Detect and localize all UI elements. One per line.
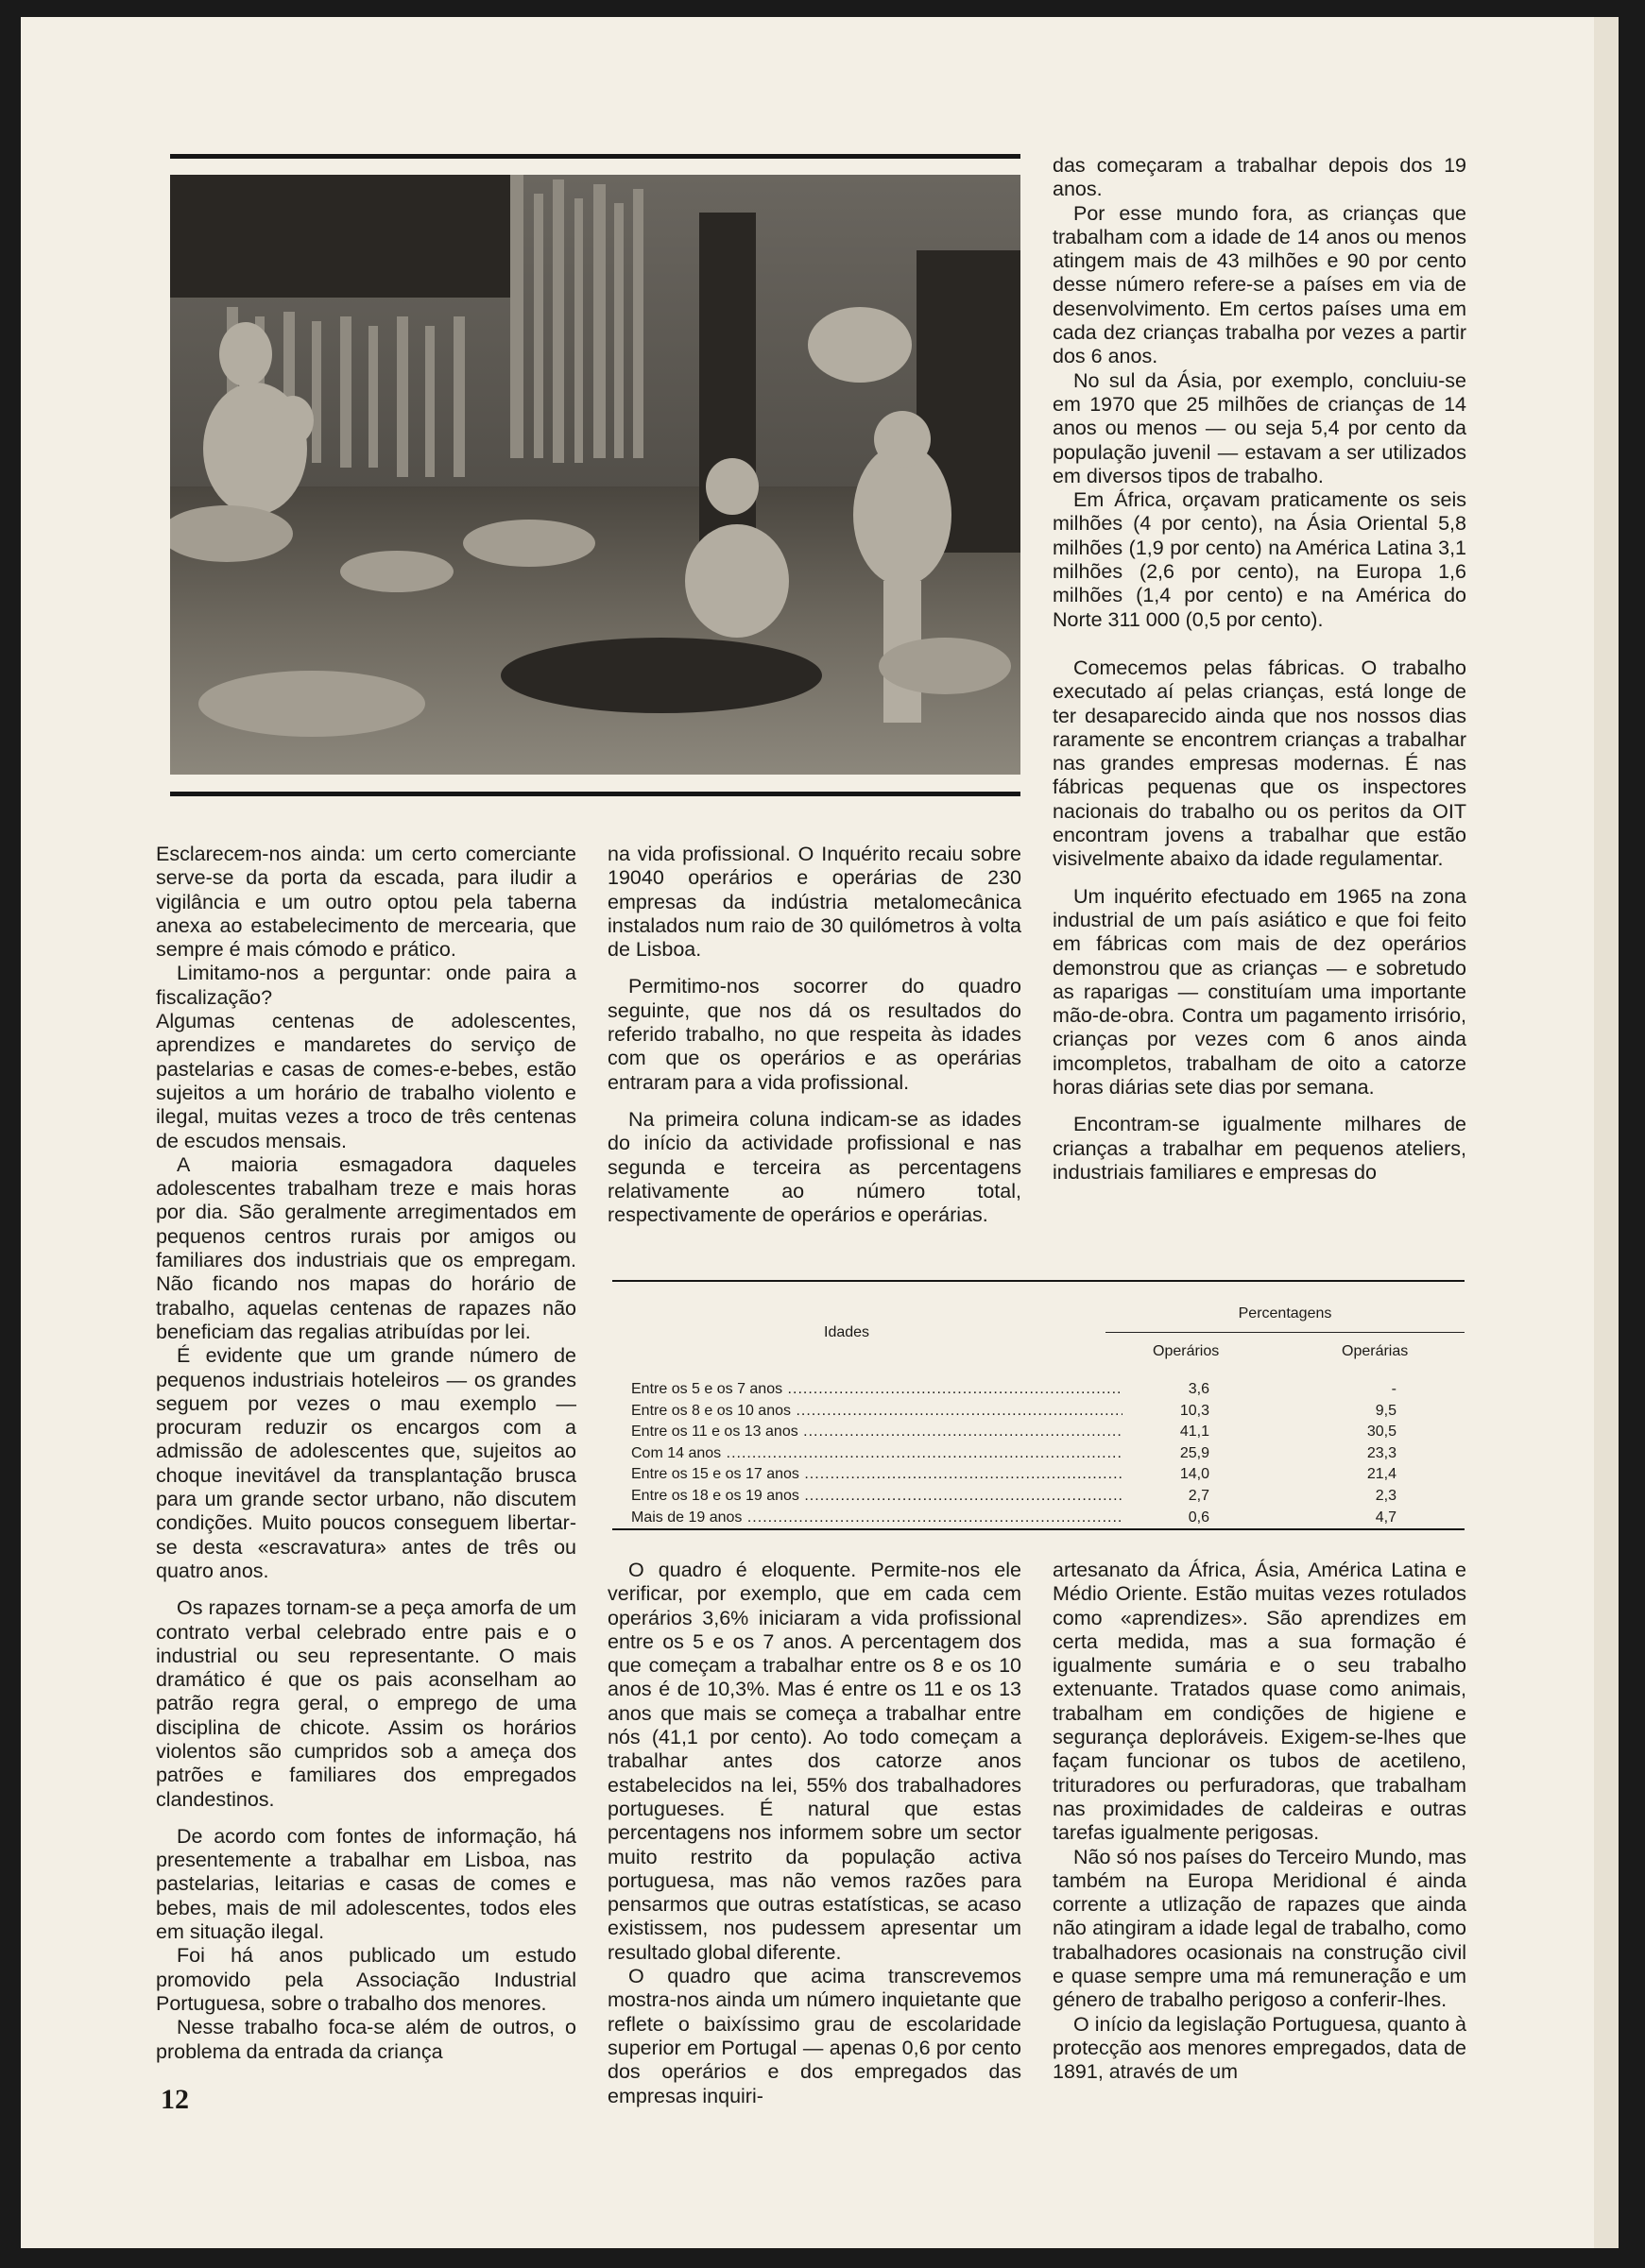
column-left <box>156 843 576 2064</box>
column-right-top <box>1053 154 1466 1185</box>
paragraph: Permitimo-nos socorrer do quadro seguinte, que nos dá os resultados do referido trabalho, no que respeita às idades com que os operários e as operárias entraram para a vida profissional. <box>608 975 1021 1094</box>
paragraph: Em África, orçavam praticamente os seis milhões (4 por cento), na Ásia Oriental 5,8 milhões (1,9 por cento) na América Latina 3,1 milhões (2,6 por cento), na Europa 1,6 milhões (1,4 por cento) e na América do Norte 311 000 (0,5 por cento). <box>1053 488 1466 631</box>
table-row <box>631 1464 1465 1486</box>
paragraph: Esclarecem-nos ainda: um certo comerciante serve-se da porta da escada, para iludir a vigilância e um outro optou pela taberna anexa ao estabelecimento de mercearia, que sempre é mais cómodo e prático. <box>156 843 576 962</box>
paragraph: Por esse mundo fora, as crianças que trabalham com a idade de 14 anos ou menos atingem mais de 43 milhões e 90 por cento desse número refere-se a países em via de desenvolvimento. Em certos países uma em cada dez crianças trabalha por vezes a partir dos 6 anos. <box>1053 201 1466 368</box>
table-row <box>631 1443 1465 1465</box>
paragraph: artesanato da África, Ásia, América Latina e Médio Oriente. Estão muitas vezes rotulados como «aprendizes». São aprendizes em certa medida, mas a sua formação é igualmente sumária e o seu trabalho extenuante. Tratados quase como animais, trabalham em condições de higiene e segurança deploráveis. Exigem-se-lhes que façam funcionar os tubos de acetileno, trituradores ou perfuradoras, que trabalham nas proximidades de caldeiras e outras tarefas igualmente perigosas. <box>1053 1559 1466 1845</box>
value-operarios: 3,6 <box>1188 1381 1209 1397</box>
value-operarios: 2,7 <box>1188 1487 1209 1504</box>
paragraph: Na primeira coluna indicam-se as idades do início da actividade profissional e nas segunda e terceira as percentagens relativamente ao número total, respectivamente de operários e operárias. <box>608 1107 1021 1227</box>
table-header-operarias: Operárias <box>1342 1343 1409 1359</box>
value-operarias: 30,5 <box>1366 1424 1397 1441</box>
value-operarios: 41,1 <box>1179 1424 1209 1441</box>
column-middle-bottom <box>608 1559 1021 2108</box>
age-label: Mais de 19 anos ..... <box>631 1508 1122 1529</box>
value-operarias: 21,4 <box>1366 1466 1397 1483</box>
table-row <box>631 1422 1465 1443</box>
column-middle-top <box>608 843 1021 1227</box>
value-operarios: 25,9 <box>1179 1444 1209 1461</box>
photo-bottom-rule <box>170 792 1020 796</box>
adjacent-page-edge <box>1594 17 1619 2248</box>
paragraph: Um inquérito efectuado em 1965 na zona industrial de um país asiático e que foi feito em fábricas com mais de dez operários demonstrou que as crianças — e sobretudo as raparigas — constituíam uma importante mão-de-obra. Contra um pagamento irrisório, crianças por vezes com 6 anos ainda imcompletos, trabalham de oito a catorze horas diárias sete dias por semana. <box>1053 884 1466 1099</box>
table-header-divider <box>1105 1332 1465 1333</box>
photo-children-shantytown <box>170 175 1020 775</box>
table-header-percentages: Percentagens <box>1238 1305 1332 1322</box>
column-right-bottom <box>1053 1559 1466 2085</box>
paragraph: O quadro é eloquente. Permite-nos ele verificar, por exemplo, que em cada cem operários 3,6% iniciaram a vida profissional entre os 5 e os 7 anos. A percentagem dos que começam a trabalhar entre os 8 e os 10 anos é de 10,3%. Mas é entre os 11 e os 13 anos que mais se começa a trabalhar entre nós (41,1 por cento). Ao todo começam a trabalhar antes dos catorze anos estabelecidos na lei, 55% dos trabalhadores portugueses. É natural que estas percentagens nos informem sobre um sector muito restrito da população activa portuguesa, mas não vemos razões para pensarmos que outras estatísticas, se acaso existissem, nos pudessem apresentar um resultado global diferente. <box>608 1559 1021 1964</box>
paragraph: Foi há anos publicado um estudo promovido pela Associação Industrial Portuguesa, sobre o trabalho dos menores. <box>156 1944 576 2015</box>
value-operarios: 14,0 <box>1179 1466 1209 1483</box>
paragraph: O quadro que acima transcrevemos mostra-nos ainda um número inquietante que reflete o baixíssimo grau de escolaridade superior em Portugal — apenas 0,6 por cento dos operários e dos empregados das empresas inquiri- <box>608 1965 1021 2107</box>
value-operarias: 23,3 <box>1366 1444 1397 1461</box>
page-number: 12 <box>161 2084 189 2115</box>
paragraph: das começaram a trabalhar depois dos 19 anos. <box>1053 154 1466 201</box>
table-top-rule <box>612 1280 1465 1282</box>
paragraph: De acordo com fontes de informação, há presentemente a trabalhar em Lisboa, nas pastelarias, leitarias e casas de comes e bebes, mais de mil adolescentes, todos eles em situação ilegal. <box>156 1824 576 1944</box>
age-label: Entre os 5 e os 7 anos ..... <box>631 1379 1122 1401</box>
table-body <box>631 1379 1465 1528</box>
paragraph: na vida profissional. O Inquérito recaiu sobre 19040 operários e operárias de 230 empresas da indústria metalomecânica instalados num raio de 30 quilómetros à volta de Lisboa. <box>608 843 1021 962</box>
table-header-ages: Idades <box>824 1324 870 1340</box>
paragraph: Nesse trabalho foca-se além de outros, o problema da entrada da criança <box>156 2016 576 2063</box>
paragraph: Algumas centenas de adolescentes, aprendizes e mandaretes do serviço de pastelarias e casas de comes-e-bebes, estão sujeitos a um horário de trabalho violento e ilegal, muitas vezes a troco de três centenas de escudos mensais. <box>156 1010 576 1152</box>
table-row <box>631 1401 1465 1423</box>
age-label: Com 14 anos ..... <box>631 1443 1122 1465</box>
age-label: Entre os 8 e os 10 anos ..... <box>631 1401 1122 1423</box>
table-row <box>631 1486 1465 1508</box>
table-row <box>631 1508 1465 1529</box>
value-operarias: 2,3 <box>1375 1487 1397 1504</box>
paragraph: Limitamo-nos a perguntar: onde paira a fiscalização? <box>156 962 576 1009</box>
table-header-operarios: Operários <box>1153 1343 1220 1359</box>
table-bottom-rule <box>612 1528 1465 1530</box>
value-operarios: 10,3 <box>1179 1402 1209 1419</box>
age-label: Entre os 15 e os 17 anos ..... <box>631 1464 1122 1486</box>
paragraph: Encontram-se igualmente milhares de crianças a trabalhar em pequenos ateliers, industriais familiares e empresas do <box>1053 1113 1466 1184</box>
table-row <box>631 1379 1465 1401</box>
value-operarias: 4,7 <box>1375 1509 1397 1526</box>
value-operarias: - <box>1391 1381 1397 1397</box>
paragraph: É evidente que um grande número de pequenos industriais hoteleiros — os grandes seguem por vezes o mau exemplo — procuram reduzir os encargos com a admissão de adolescentes que, sujeitos ao choque inevitável da transplantação brusca para um grande sector urbano, não discutem condições. Muito poucos conseguem libertar-se desta «escravatura» antes de três ou quatro anos. <box>156 1344 576 1582</box>
paragraph: A maioria esmagadora daqueles adolescentes trabalham treze e mais horas por dia. São geralmente arregimentados em pequenos centros rurais por amigos ou familiares dos industriais que os empregam. Não ficando nos mapas do horário de trabalho, aquelas centenas de rapazes não beneficiam das regalias atribuídas por lei. <box>156 1152 576 1343</box>
age-label: Entre os 11 e os 13 anos ..... <box>631 1422 1122 1443</box>
paragraph: No sul da Ásia, por exemplo, concluiu-se em 1970 que 25 milhões de crianças de 14 anos ou menos — ou seja 5,4 por cento da população juvenil — estavam a ser utilizados em diversos tipos de trabalho. <box>1053 368 1466 487</box>
paragraph: O início da legislação Portuguesa, quanto à protecção aos menores empregados, data de 1891, através de um <box>1053 2012 1466 2084</box>
photo-top-rule <box>170 154 1020 159</box>
value-operarias: 9,5 <box>1375 1402 1397 1419</box>
paragraph: Comecemos pelas fábricas. O trabalho executado aí pelas crianças, está longe de ter desaparecido ainda que nos nossos dias raramente se encontrem crianças a trabalhar nas grandes empresas modernas. É nas fábricas pequenas que os inspectores nacionais do trabalho ou os peritos da OIT encontram jovens a trabalhar que estão visivelmente abaixo da idade regulamentar. <box>1053 656 1466 871</box>
value-operarios: 0,6 <box>1188 1509 1209 1526</box>
paragraph: Os rapazes tornam-se a peça amorfa de um contrato verbal celebrado entre pais e o industrial ou seu representante. O mais dramático é que os pais aconselham ao patrão regra geral, o emprego de uma disciplina de chicote. Assim os horários violentos são cumpridos sob a ameça dos patrões e familiares dos empregados clandestinos. <box>156 1596 576 1811</box>
age-label: Entre os 18 e os 19 anos ..... <box>631 1486 1122 1508</box>
paragraph: Não só nos países do Terceiro Mundo, mas também na Europa Meridional é ainda corrente a utlização de rapazes que ainda não atingiram a idade legal de trabalho, como trabalhadores ocasionais na construção civil e quase sempre uma má remuneração e um género de trabalho perigoso a conferir-lhes. <box>1053 1845 1466 2012</box>
